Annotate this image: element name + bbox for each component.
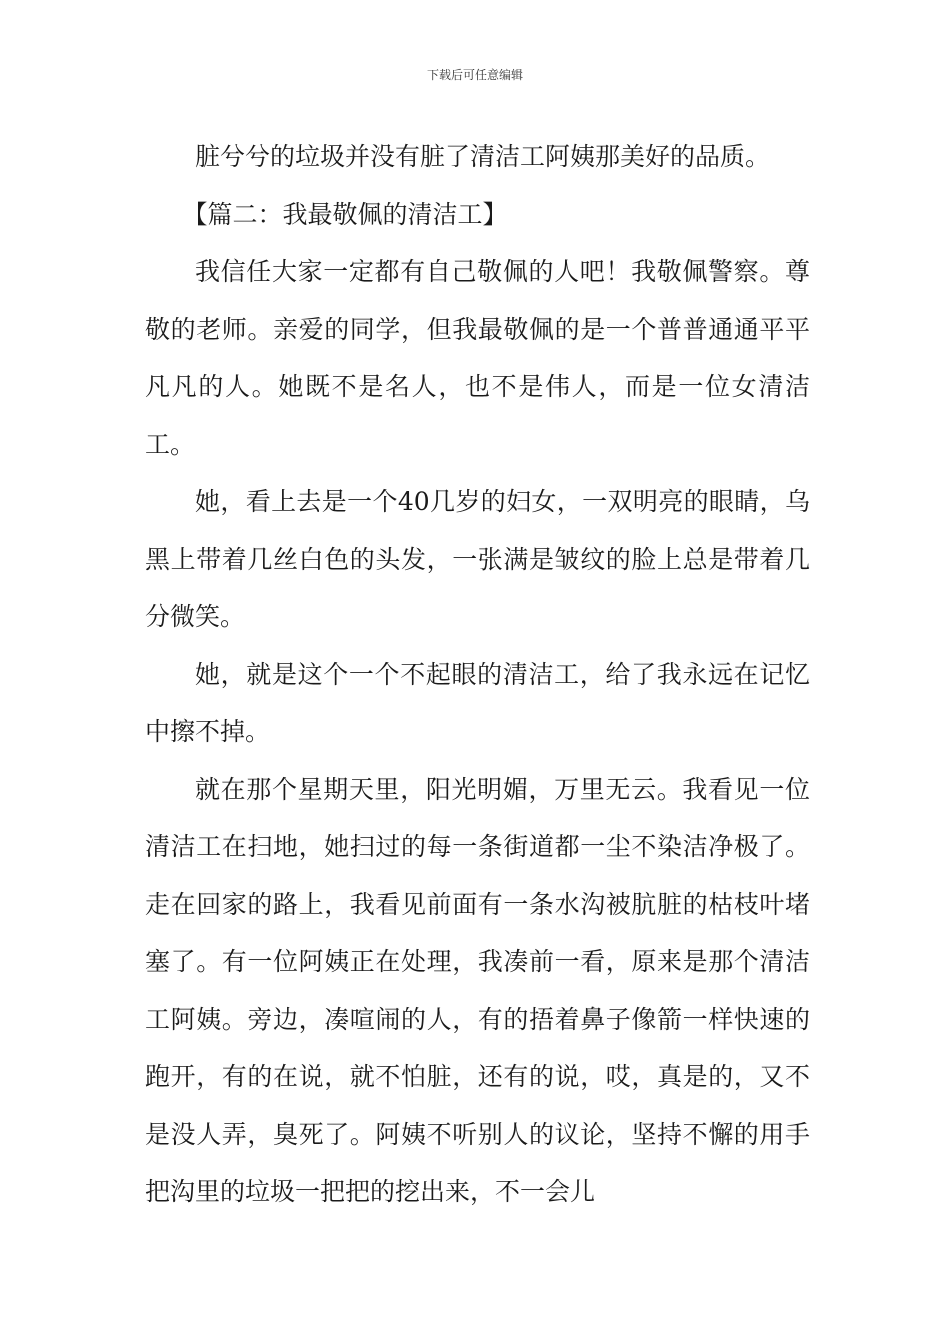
page-header-note: 下载后可任意编辑 xyxy=(426,68,523,82)
document-body xyxy=(145,128,810,1221)
paragraph-2: 我信任大家一定都有自己敬佩的人吧！我敬佩警察。尊敬的老师。亲爱的同学，但我最敬佩的是一个普普通通平平凡凡的人。她既不是名人，也不是伟人，而是一位女清洁工。 xyxy=(145,257,810,459)
section-heading: 【篇二：我最敬佩的清洁工】 xyxy=(182,199,508,229)
paragraph-3: 她，看上去是一个40几岁的妇女，一双明亮的眼睛，乌黑上带着几丝白色的头发，一张满是皱纹的脸上总是带着几分微笑。 xyxy=(145,487,810,631)
paragraph-4: 她，就是这个一个不起眼的清洁工，给了我永远在记忆中擦不掉。 xyxy=(145,659,810,746)
paragraph-5: 就在那个星期天里，阳光明媚，万里无云。我看见一位清洁工在扫地，她扫过的每一条街道都一尘不染洁净极了。走在回家的路上，我看见前面有一条水沟被肮脏的枯枝叶堵塞了。有一位阿姨正在处理，我凑前一看，原来是那个清洁工阿姨。旁边，凑喧闹的人，有的捂着鼻子像箭一样快速的跑开，有的在说，就不怕脏，还有的说，哎，真是的，又不是没人弄，臭死了。阿姨不听别人的议论，坚持不懈的用手把沟里的垃圾一把把的挖出来，不一会儿 xyxy=(145,774,810,1206)
paragraph-1: 脏兮兮的垃圾并没有脏了清洁工阿姨那美好的品质。 xyxy=(195,142,771,171)
